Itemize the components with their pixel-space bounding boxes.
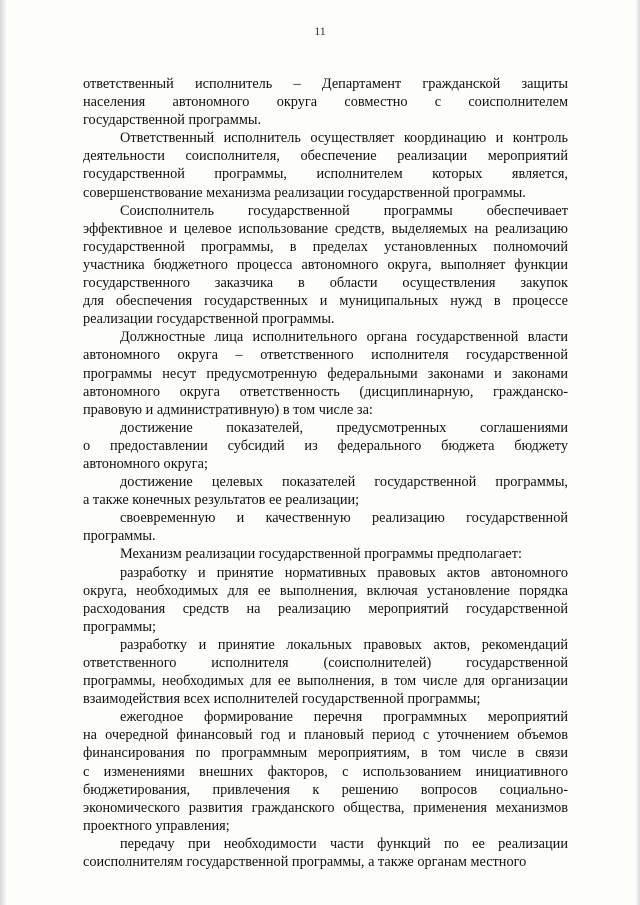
text-line: автономного округа ответственность (дисциплинарную, гражданско- — [83, 383, 568, 400]
text-line: государственного заказчика в области осуществления закупок — [83, 275, 568, 292]
text-line: реализации государственной программы. — [83, 311, 335, 328]
text-line: Соисполнитель государственной программы обеспечивает — [120, 202, 568, 219]
text-line: Механизм реализации государственной программы предполагает: — [120, 546, 522, 563]
text-line: совершенствование механизма реализации государственной программы. — [83, 184, 526, 201]
text-line: государственной программы, в пределах установленных полномочий — [83, 238, 568, 255]
text-line: бюджетирования, привлечения к решению вопросов социально- — [83, 781, 568, 798]
text-line: эффективное и целевое использование средств, выделяемых на реализацию — [83, 220, 568, 237]
paragraph — [83, 75, 568, 129]
text-line: государственной программы. — [83, 112, 262, 129]
text-line: округа, необходимых для ее выполнения, включая установление порядка — [83, 582, 568, 599]
text-line: программы несут предусмотренную федеральными законами и законами — [83, 365, 568, 382]
text-line: автономного округа – ответственного исполнителя государственной — [83, 347, 568, 364]
text-line: разработку и принятие нормативных правовых актов автономного — [120, 564, 568, 581]
text-line: ответственного исполнителя (соисполнителей) государственной — [83, 655, 568, 671]
text-line: программы; — [83, 618, 156, 635]
text-line: государственной программы, исполнителем которых является, — [83, 166, 568, 183]
paragraph — [83, 708, 568, 835]
text-line: участника бюджетного процесса автономного округа, выполняет функции — [83, 256, 568, 273]
paragraph — [83, 328, 568, 418]
document-body — [83, 75, 568, 871]
text-line: правовую и административную) в том числе за: — [83, 401, 373, 418]
text-line: Ответственный исполнитель осуществляет координацию и контроль — [120, 130, 568, 147]
text-line: ежегодное формирование перечня программных мероприятий — [120, 709, 568, 726]
text-line: населения автономного округа совместно с соисполнителем — [83, 94, 568, 111]
text-line: программы. — [83, 528, 156, 545]
paragraph — [83, 202, 568, 329]
paragraph — [83, 545, 568, 563]
text-line: разработку и принятие локальных правовых актов, рекомендаций — [120, 636, 568, 653]
text-line: достижение целевых показателей государственной программы, — [120, 474, 568, 491]
paragraph — [83, 129, 568, 201]
text-line: о предоставлении субсидий из федерального бюджета бюджету — [83, 437, 568, 454]
paragraph — [83, 835, 568, 871]
text-line: для обеспечения государственных и муниципальных нужд в процессе — [83, 293, 568, 310]
text-line: Должностные лица исполнительного органа государственной власти — [120, 329, 568, 346]
paragraph — [83, 509, 568, 545]
scan-edge-right — [636, 0, 640, 905]
page-number: 11 — [314, 24, 326, 38]
text-line: программы, необходимых для ее выполнения, в том числе для организации — [83, 673, 568, 690]
text-line: на очередной финансовый год и плановый период с уточнением объемов — [83, 727, 568, 744]
paragraph — [83, 564, 568, 636]
text-line: взаимодействия всех исполнителей государственной программы; — [83, 691, 481, 708]
text-line: соисполнителям государственной программы, а также органам местного — [83, 854, 527, 871]
text-line: автономного округа; — [83, 455, 208, 472]
text-line: финансирования по программным мероприятиям, в том числе в связи — [83, 745, 568, 762]
text-line: достижение показателей, предусмотренных соглашениями — [120, 419, 568, 436]
paragraph — [83, 419, 568, 473]
text-line: ответственный исполнитель – Департамент гражданской защиты — [83, 76, 568, 92]
text-line: передачу при необходимости части функций по ее реализации — [120, 835, 568, 852]
text-line: проектного управления; — [83, 817, 230, 834]
paragraph — [83, 636, 568, 708]
text-line: а также конечных результатов ее реализации; — [83, 492, 360, 509]
text-line: деятельности соисполнителя, обеспечение реализации мероприятий — [83, 148, 568, 165]
scan-edge-left — [0, 0, 6, 905]
paragraph — [83, 473, 568, 509]
text-line: с изменениями внешних факторов, с использованием инициативного — [83, 763, 568, 780]
text-line: экономического развития гражданского общества, применения механизмов — [83, 799, 568, 816]
text-line: расходования средств на реализацию мероприятий государственной — [83, 600, 568, 617]
text-line: своевременную и качественную реализацию государственной — [120, 510, 568, 527]
